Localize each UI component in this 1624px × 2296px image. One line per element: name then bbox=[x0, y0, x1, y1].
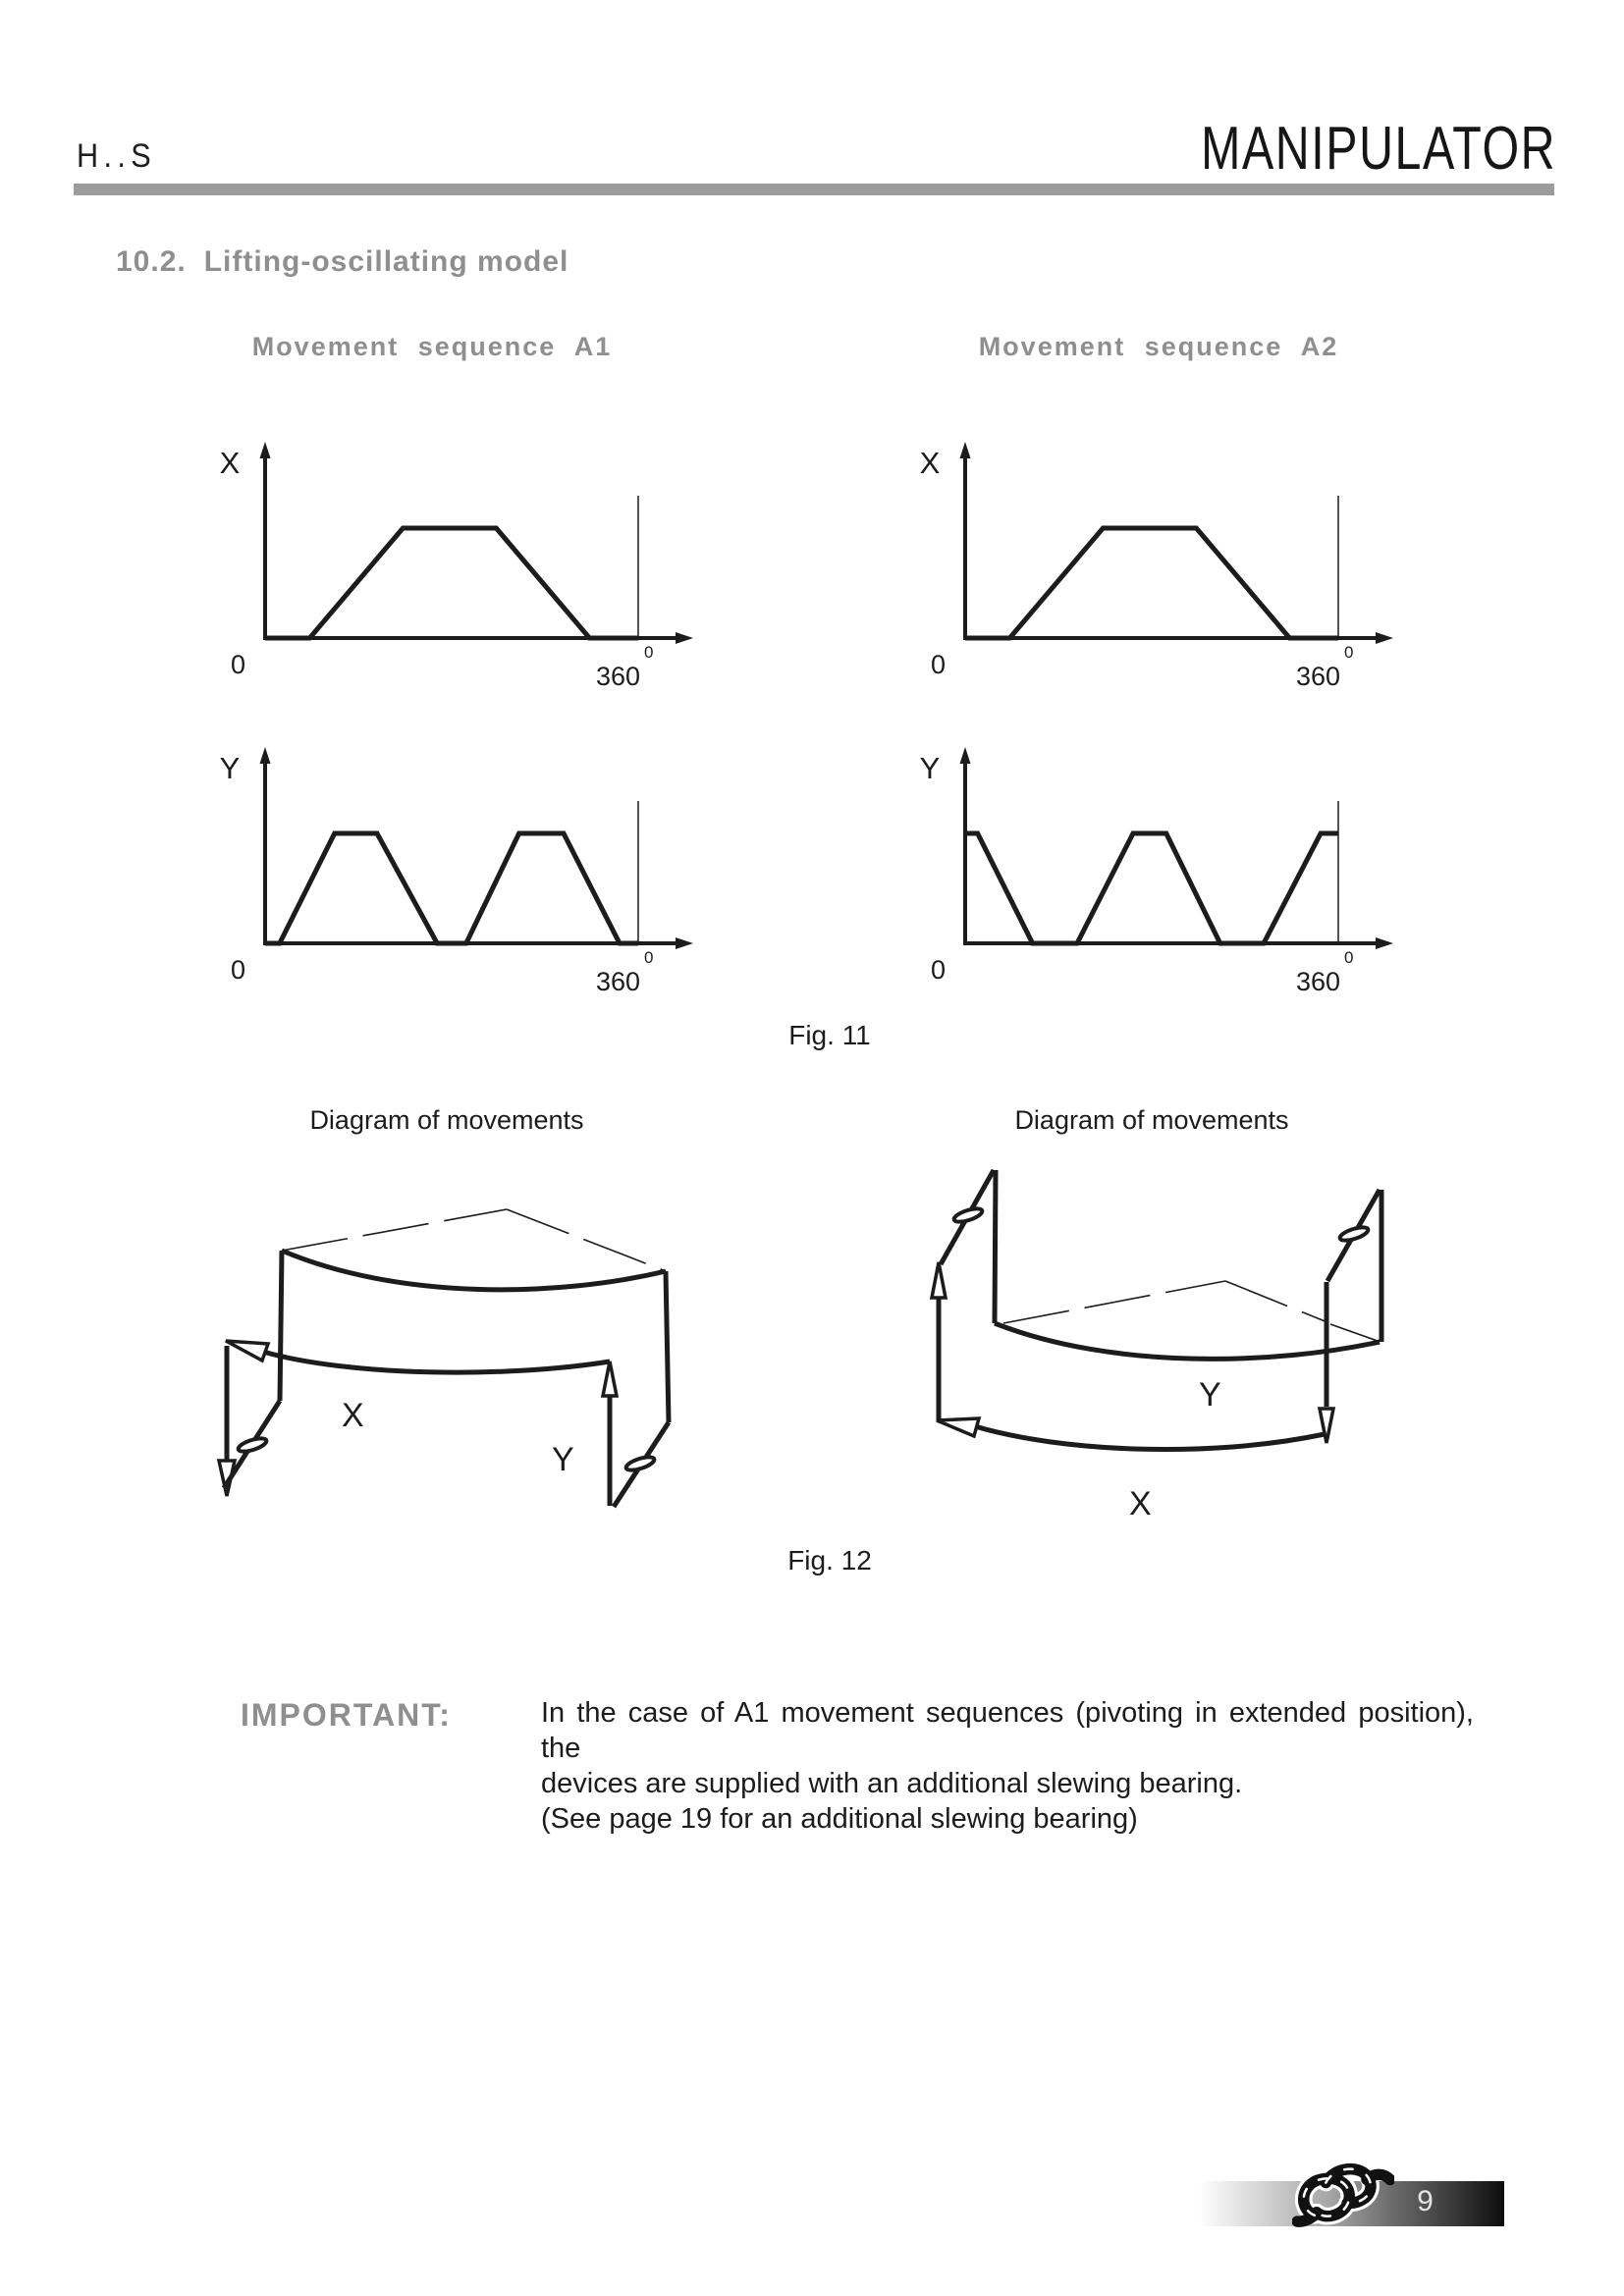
x-axis-arrowhead-icon bbox=[1376, 632, 1393, 644]
up-arrowhead-icon bbox=[603, 1362, 617, 1396]
left-pivot-icon bbox=[952, 1206, 984, 1225]
page-number: 9 bbox=[1417, 2185, 1435, 2217]
y-axis-label: X bbox=[219, 446, 241, 480]
left-pivot-icon bbox=[237, 1436, 268, 1455]
x-axis-arrowhead-icon bbox=[676, 632, 693, 644]
band-left-edge bbox=[995, 1170, 996, 1323]
diagram-heading-right: Diagram of movements bbox=[1014, 1105, 1289, 1135]
graph-a1-x-profile bbox=[179, 402, 709, 707]
y-axis-label: X bbox=[919, 446, 941, 480]
top-surface-edge-left bbox=[282, 1209, 507, 1251]
x-axis-arrowhead-icon bbox=[1376, 937, 1393, 949]
axis-label-x: X bbox=[342, 1397, 364, 1434]
x-end-label: 360 bbox=[595, 967, 640, 996]
right-pivot-icon bbox=[624, 1455, 656, 1473]
page-title-text: MANIPULATOR bbox=[1200, 115, 1556, 183]
important-line-3: (See page 19 for an additional slewing bearing) bbox=[541, 1803, 1138, 1835]
important-text bbox=[541, 1695, 1474, 1837]
x-end-label: 360 bbox=[1295, 967, 1340, 996]
heading-movement-sequence-a1: Movement sequence A1 bbox=[251, 332, 613, 361]
section-number: 10.2. bbox=[116, 245, 187, 278]
top-surface-edge-corner bbox=[1330, 1324, 1378, 1341]
band-top-arc bbox=[282, 1251, 666, 1290]
important-line-2: devices are supplied with an additional slewing bearing. bbox=[541, 1768, 1243, 1799]
y-axis-arrowhead-icon bbox=[960, 747, 971, 764]
axis-label-x: X bbox=[1129, 1485, 1152, 1522]
x-arrowhead-icon bbox=[937, 1418, 979, 1436]
y-axis-arrowhead-icon bbox=[960, 442, 971, 458]
x-swing-arc bbox=[263, 1352, 610, 1372]
origin-label: 0 bbox=[930, 955, 946, 985]
top-surface-edge-right bbox=[507, 1209, 666, 1271]
motion-profile-line bbox=[965, 833, 1338, 943]
band-left-edge bbox=[280, 1251, 282, 1401]
x-axis-arrowhead-icon bbox=[676, 937, 693, 949]
graph-a2-y-profile bbox=[879, 708, 1409, 1012]
band-right-edge bbox=[666, 1271, 669, 1422]
origin-label: 0 bbox=[930, 650, 946, 679]
y-axis-arrowhead-icon bbox=[260, 442, 271, 458]
y-axis-label: Y bbox=[219, 751, 241, 785]
fig12-diagram-a2 bbox=[884, 1109, 1434, 1541]
product-code: H..S bbox=[77, 137, 157, 175]
x-end-label-superscript: 0 bbox=[1344, 948, 1354, 967]
x-end-label-superscript: 0 bbox=[644, 948, 654, 967]
important-line-1: In the case of A1 movement sequences (pivoting in extended position), the bbox=[541, 1697, 1474, 1764]
motion-profile-line bbox=[965, 528, 1338, 638]
top-surface-edge-left bbox=[1003, 1281, 1225, 1323]
heading-movement-sequence-a2: Movement sequence A2 bbox=[978, 332, 1339, 361]
section-title bbox=[116, 245, 568, 279]
origin-label: 0 bbox=[230, 650, 245, 679]
fig12-caption: Fig. 12 bbox=[787, 1545, 872, 1575]
axis-label-y: Y bbox=[552, 1441, 574, 1478]
graph-a1-y-profile bbox=[179, 708, 709, 1012]
diagram-heading-left: Diagram of movements bbox=[309, 1105, 584, 1135]
right-pivot-icon bbox=[1338, 1225, 1370, 1244]
x-end-label-superscript: 0 bbox=[644, 643, 654, 662]
x-arrowhead-icon bbox=[226, 1341, 268, 1361]
up-arrowhead-icon bbox=[932, 1262, 946, 1298]
band-bottom-arc bbox=[995, 1323, 1380, 1359]
important-label: IMPORTANT: bbox=[241, 1697, 452, 1733]
x-end-label-superscript: 0 bbox=[1344, 643, 1354, 662]
motion-profile-line bbox=[265, 833, 638, 943]
y-axis-arrowhead-icon bbox=[260, 747, 271, 764]
fig11-caption: Fig. 11 bbox=[788, 1020, 871, 1050]
origin-label: 0 bbox=[230, 955, 245, 985]
x-swing-arc bbox=[975, 1426, 1325, 1450]
top-surface-edge-right bbox=[1225, 1281, 1327, 1322]
x-end-label: 360 bbox=[595, 662, 640, 691]
y-axis-label: Y bbox=[919, 751, 941, 785]
section-name: Lifting-oscillating model bbox=[203, 245, 569, 278]
header-rule bbox=[74, 184, 1554, 195]
page-title bbox=[1101, 114, 1556, 184]
axis-label-y: Y bbox=[1199, 1376, 1221, 1414]
fig12-diagram-a1 bbox=[177, 1129, 707, 1541]
down-arrowhead-icon bbox=[1320, 1409, 1333, 1443]
graph-a2-x-profile bbox=[879, 402, 1409, 707]
x-end-label: 360 bbox=[1295, 662, 1340, 691]
motion-profile-line bbox=[265, 528, 638, 638]
brand-knot-logo-icon bbox=[1292, 2162, 1394, 2228]
